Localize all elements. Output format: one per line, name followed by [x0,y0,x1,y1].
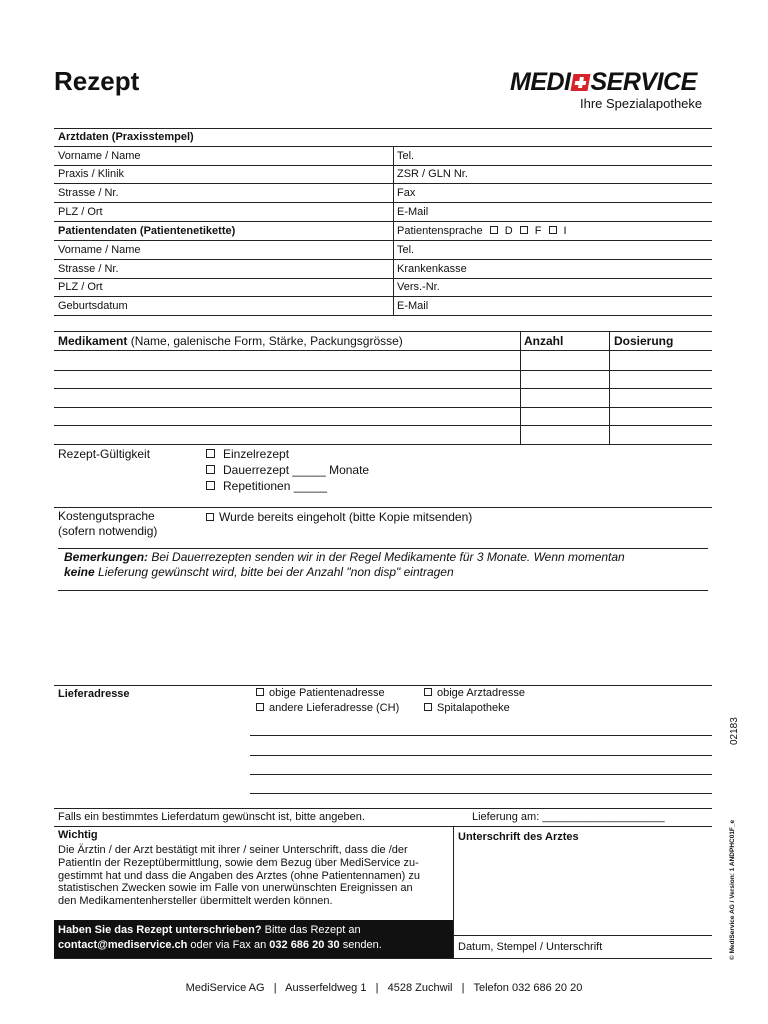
patient-insurance-label: Krankenkasse [397,263,467,275]
important-label: Wichtig [58,829,98,841]
delivery-address-line-4[interactable] [250,793,712,794]
medication-header-rest: (Name, galenische Form, Stärke, Packungsgrösse) [127,334,403,348]
important-line-5: den Medikamentenhersteller übermittelt werden können. [58,895,333,908]
signed-mid: oder via Fax an [187,938,270,951]
doctor-practice-label: Praxis / Klinik [58,168,125,180]
delivery-patient-label: obige Patientenadresse [269,687,385,699]
delivery-other-label: andere Lieferadresse (CH) [269,702,400,714]
language-i-label: I [563,225,567,237]
delivery-other-checkbox[interactable] [256,703,264,711]
delivery-address-line-3[interactable] [250,774,712,775]
patient-birthdate-label: Geburtsdatum [58,300,128,312]
language-d-label: D [504,225,513,237]
logo-cross-icon [570,74,590,91]
side-code: 02183 [729,717,740,745]
signed-email-link[interactable]: contact@mediservice.ch [58,938,188,951]
delivery-label: Lieferadresse [58,688,130,700]
patient-heading: Patientendaten (Patientenetikette) [58,225,236,237]
signature-heading: Unterschrift des Arztes [458,831,579,843]
language-checkbox-f[interactable] [520,226,528,234]
medication-row-1-dosage[interactable] [610,351,712,369]
patient-language-label: Patientensprache [397,225,483,237]
delivery-hospital-checkbox[interactable] [424,703,432,711]
validity-option-single[interactable] [206,447,289,461]
side-version: © MediService AG / Version: 1 ANDPHC01F_e [729,819,736,960]
delivery-patient-checkbox[interactable] [256,688,264,696]
doctor-fax-label: Fax [397,187,416,199]
important-line-4: statistischen Zwecken sowie im Falle von unerwünschten Ereignissen an [58,882,413,895]
signed-question-rest: Bitte das Rezept an [261,924,361,936]
medication-row-3-name[interactable] [54,389,520,406]
validity-repetitions-label: Repetitionen _____ [223,479,328,493]
medication-row-1-name[interactable] [54,351,520,369]
validity-repetitions-checkbox[interactable] [206,481,215,490]
validity-option-continuous[interactable] [206,463,369,477]
logo-tagline: Ihre Spezialapotheke [580,96,703,111]
important-text [58,844,420,908]
patient-insured-no-label: Vers.-Nr. [397,281,440,293]
doctor-street-label: Strasse / Nr. [58,187,119,199]
doctor-name-label: Vorname / Name [58,150,141,162]
medication-count-header: Anzahl [524,334,564,348]
mediservice-logo [510,68,720,112]
patient-city-label: PLZ / Ort [58,281,103,293]
signed-question: Haben Sie das Rezept unterschrieben? [58,924,262,936]
delivery-address-line-2[interactable] [250,755,712,756]
medication-header [58,334,403,348]
signature-footer: Datum, Stempel / Unterschrift [458,941,603,953]
delivery-option-doctor[interactable] [424,687,525,700]
language-checkbox-d[interactable] [490,226,498,234]
delivery-hospital-label: Spitalapotheke [437,702,510,714]
validity-single-checkbox[interactable] [206,449,215,458]
patient-language [397,225,567,238]
remarks-label: Bemerkungen: [64,550,149,564]
logo-text-service: SERVICE [590,68,697,96]
signed-end: senden. [339,938,382,951]
medication-header-bold: Medikament [58,334,128,348]
validity-label: Rezept-Gültigkeit [58,447,151,461]
cost-option-label: Wurde bereits eingeholt (bitte Kopie mitsenden) [219,510,473,524]
delivery-address-line-1[interactable] [250,735,712,736]
remarks-text-2: Lieferung gewünscht wird, bitte bei der Anzahl "non disp" eintragen [94,565,454,579]
validity-continuous-label: Dauerrezept _____ Monate [223,463,370,477]
delivery-option-other[interactable] [256,702,399,715]
validity-option-repetitions[interactable] [206,479,327,493]
cost-label-line2: (sofern notwendig) [58,524,158,538]
signed-notice [54,920,453,958]
page-title: Rezept [54,66,140,96]
cost-label-line1: Kostengutsprache [58,509,155,523]
remarks-text-1: Bei Dauerrezepten senden wir in der Regel Medikamente für 3 Monate. Wenn momentan [148,550,625,564]
cost-checkbox[interactable] [206,513,214,521]
patient-street-label: Strasse / Nr. [58,263,119,275]
delivery-doctor-checkbox[interactable] [424,688,432,696]
delivery-date-note: Falls ein bestimmtes Lieferdatum gewünscht ist, bitte angeben. [58,811,365,823]
delivery-option-patient[interactable] [256,687,385,700]
important-line-3: gestimmt hat und dass die Angaben des Arztes (ohne Patientennamen) zu [58,869,421,882]
cost-option[interactable] [206,510,472,524]
language-f-label: F [534,225,542,237]
important-line-1: Die Ärztin / der Arzt bestätigt mit ihrer / seiner Unterschrift, dass die /der [58,844,408,856]
doctor-heading: Arztdaten (Praxisstempel) [58,131,194,143]
medication-row-5-name[interactable] [54,426,520,443]
medication-row-1-count[interactable] [521,351,609,369]
signed-fax: 032 686 20 30 [269,938,340,951]
remarks-keyword: keine [64,565,95,579]
doctor-zsr-label: ZSR / GLN Nr. [397,168,468,180]
validity-continuous-checkbox[interactable] [206,465,215,474]
logo-text-medi: MEDI [510,68,571,96]
doctor-email-label: E-Mail [397,206,429,218]
delivery-date-field[interactable]: Lieferung am: ____________________ [472,811,665,823]
signature-field[interactable] [454,847,712,927]
delivery-option-hospital[interactable] [424,702,510,715]
doctor-city-label: PLZ / Ort [58,206,103,218]
medication-dosage-header: Dosierung [614,334,674,348]
patient-tel-label: Tel. [397,244,415,256]
doctor-tel-label: Tel. [397,150,415,162]
medication-row-4-name[interactable] [54,408,520,424]
patient-email-label: E-Mail [397,300,429,312]
delivery-doctor-label: obige Arztadresse [437,687,526,699]
patient-name-label: Vorname / Name [58,244,141,256]
page-footer: MediService AG | Ausserfeldweg 1 | 4528 Zuchwil | Telefon 032 686 20 20 [185,982,583,994]
important-line-2: PatientIn der Rezeptübermittlung, sowie dem Bezug über MediService zu- [58,856,419,869]
medication-row-2-name[interactable] [54,371,520,387]
remarks-text [64,550,704,580]
validity-single-label: Einzelrezept [223,447,290,461]
language-checkbox-i[interactable] [549,226,557,234]
